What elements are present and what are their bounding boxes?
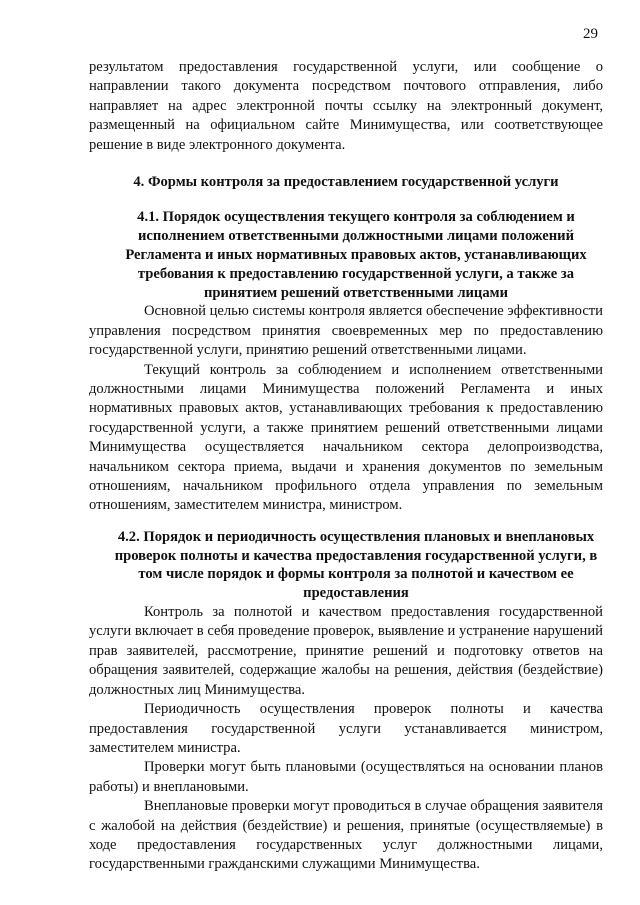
paragraph: Периодичность осуществления проверок полноты и качества предоставления государственной услуги устанавливается министром, заместителем министра.: [89, 701, 603, 756]
paragraph: Проверки могут быть плановыми (осуществляться на основании планов работы) и внеплановыми.: [89, 759, 603, 795]
paragraph: Основной целью системы контроля является обеспечение эффективности управления посредством принятия своевременных мер по предоставлению государственной услуги, принятию решений ответственными лицами.: [89, 303, 603, 359]
page-number: 29: [583, 26, 598, 42]
section-4-heading: 4. Формы контроля за предоставлением государственной услуги: [133, 174, 559, 191]
page-body: [89, 58, 603, 875]
subsection-4-2-heading: 4.2. Порядок и периодичность осуществления плановых и внеплановых проверок полноты и качества предоставления государственной услуги, в том числе порядок и формы контроля за полнотой и качеством ее предоставления: [114, 528, 598, 602]
subsection-4-1-heading: 4.1. Порядок осуществления текущего контроля за соблюдением и исполнением ответственными должностными лицами положений Регламента и иных нормативных правовых актов, устанавливающих требования к предоставлению государственной услуги, а также за принятием решений ответственными лицами: [125, 209, 587, 301]
intro-paragraph: результатом предоставления государственной услуги, или сообщение о направлении такого документа посредством почтового отправления, либо направляет на адрес электронной почты ссылку на электронный документ, размещенный на официальном сайте Минимущества, или соответствующее решение в виде электронного документа.: [89, 59, 603, 153]
paragraph: Внеплановые проверки могут проводиться в случае обращения заявителя с жалобой на действия (бездействие) и решения, принятые (осуществляемые) в ходе предоставления государственных услуг должностными лицами, государственными гражданскими служащими Минимущества.: [89, 798, 603, 873]
paragraph: Текущий контроль за соблюдением и исполнением ответственными должностными лицами Минимущества положений Регламента и иных нормативных правовых актов, устанавливающих требования к предоставлению государственной услуги, а также принятием решений ответственными лицами Минимущества осуществляется начальником сектора делопроизводства, начальником сектора приема, выдачи и хранения документов по земельным отношениям, начальником профильного отдела управления по земельным отношениям, заместителем министра, министром.: [89, 361, 603, 514]
paragraph: Контроль за полнотой и качеством предоставления государственной услуги включает в себя проведение проверок, выявление и устранение нарушений прав заявителей, рассмотрение, принятие решений и подготовку ответов на обращения заявителей, содержащие жалобы на решения, действия (бездействие) должностных лиц Минимущества.: [89, 604, 603, 698]
